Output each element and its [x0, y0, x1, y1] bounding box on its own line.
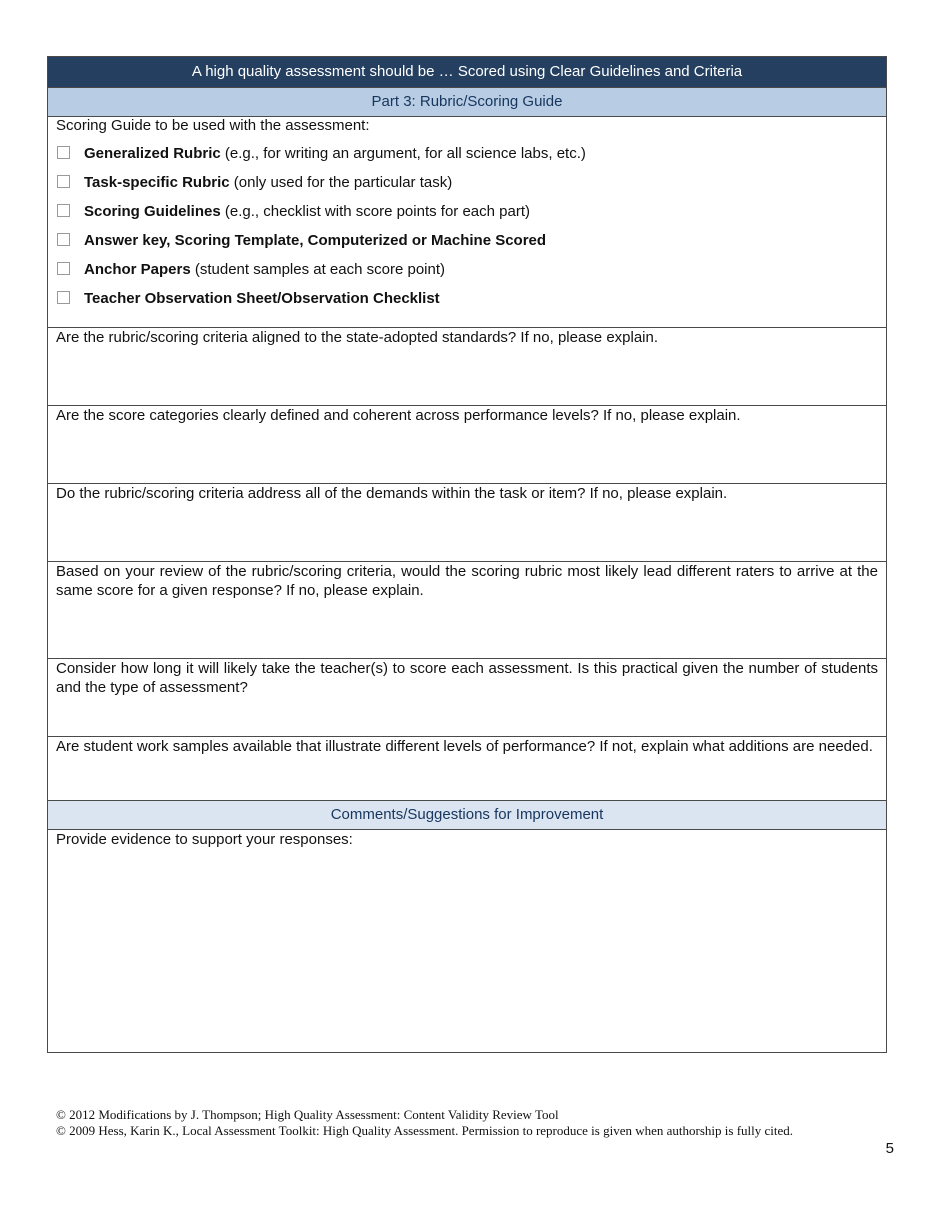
- question-text: Are the score categories clearly defined and coherent across performance levels? If no, please explain.: [56, 407, 741, 424]
- option-task-specific-rubric: [56, 173, 878, 192]
- option-answer-key: [56, 231, 878, 250]
- part-heading: Part 3: Rubric/Scoring Guide: [48, 88, 886, 117]
- option-description: (only used for the particular task): [229, 174, 453, 191]
- comments-heading: Comments/Suggestions for Improvement: [48, 801, 886, 830]
- evidence-prompt: Provide evidence to support your responses:: [56, 831, 353, 848]
- option-anchor-papers: [56, 260, 878, 279]
- option-label: Task-specific Rubric: [84, 174, 230, 191]
- footer: [56, 1107, 793, 1139]
- option-scoring-guidelines: [56, 202, 878, 221]
- option-label: Teacher Observation Sheet/Observation Checklist: [84, 290, 440, 307]
- option-teacher-observation: [56, 289, 878, 308]
- option-description: (student samples at each score point): [190, 261, 445, 278]
- option-label: Scoring Guidelines: [84, 203, 221, 220]
- checkbox[interactable]: [57, 204, 70, 217]
- question-rater-consistency[interactable]: [48, 562, 886, 659]
- question-score-categories[interactable]: [48, 406, 886, 484]
- scoring-guide-intro: Scoring Guide to be used with the assessment:: [56, 117, 370, 134]
- question-task-demands[interactable]: [48, 484, 886, 562]
- question-text: Are student work samples available that illustrate different levels of performance? If not, explain what additions are needed.: [56, 738, 873, 755]
- question-text: Do the rubric/scoring criteria address all of the demands within the task or item? If no, please explain.: [56, 485, 728, 502]
- question-text: Are the rubric/scoring criteria aligned to the state-adopted standards? If no, please explain.: [56, 329, 659, 346]
- question-text: Consider how long it will likely take the teacher(s) to score each assessment. Is this practical given the number of students and the type of assessment?: [56, 660, 878, 696]
- option-label: Anchor Papers: [84, 261, 191, 278]
- option-label: Generalized Rubric: [84, 145, 221, 162]
- option-label: Answer key, Scoring Template, Computerized or Machine Scored: [84, 232, 547, 249]
- footer-copyright-2009: © 2009 Hess, Karin K., Local Assessment Toolkit: High Quality Assessment. Permission to reproduce is given when authorship is fully cited.: [56, 1123, 794, 1138]
- checkbox[interactable]: [57, 262, 70, 275]
- checkbox[interactable]: [57, 291, 70, 304]
- checkbox[interactable]: [57, 146, 70, 159]
- question-work-samples[interactable]: [48, 737, 886, 801]
- form-title: A high quality assessment should be … Scored using Clear Guidelines and Criteria: [48, 57, 886, 88]
- option-description: (e.g., checklist with score points for each part): [220, 203, 530, 220]
- option-generalized-rubric: [56, 144, 878, 163]
- scoring-guide-section: [48, 117, 886, 328]
- review-form: [47, 56, 887, 1053]
- question-standards-alignment[interactable]: [48, 328, 886, 406]
- evidence-section[interactable]: [48, 830, 886, 1052]
- checkbox[interactable]: [57, 175, 70, 188]
- footer-copyright-2012: © 2012 Modifications by J. Thompson; High Quality Assessment: Content Validity Review Tool: [56, 1107, 559, 1122]
- page-number: 5: [885, 1140, 894, 1157]
- option-description: (e.g., for writing an argument, for all science labs, etc.): [220, 145, 586, 162]
- checkbox[interactable]: [57, 233, 70, 246]
- question-scoring-time[interactable]: [48, 659, 886, 737]
- question-text: Based on your review of the rubric/scoring criteria, would the scoring rubric most likely lead different raters to arrive at the same score for a given response? If no, please explain.: [56, 563, 878, 599]
